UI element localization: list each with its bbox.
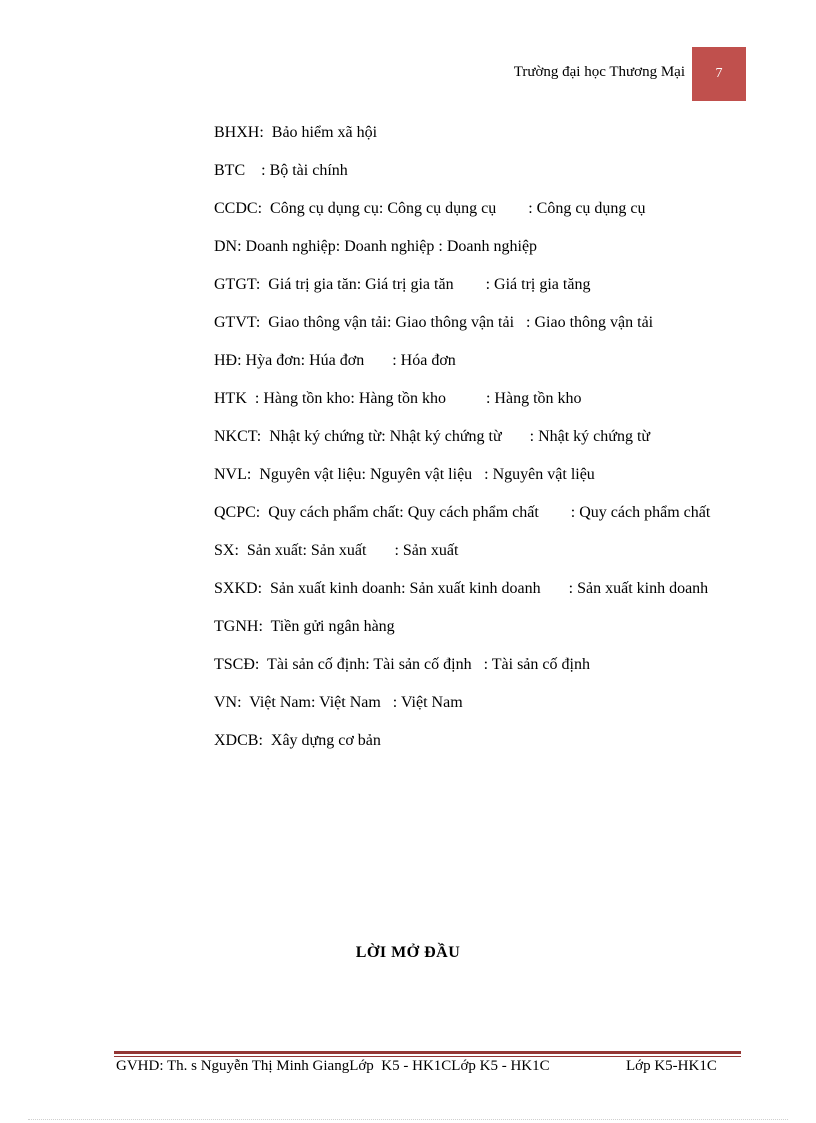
abbreviation-item: HTK : Hàng tồn kho: Hàng tồn kho : Hàng tồn kho (214, 390, 582, 407)
abbreviation-item: XDCB: Xây dựng cơ bản (214, 732, 381, 749)
footer-class: Lớp K5-HK1C (626, 1058, 717, 1074)
abbreviation-item: TGNH: Tiền gửi ngân hàng (214, 618, 395, 635)
footer-divider-thin (114, 1056, 741, 1057)
section-heading: LỜI MỞ ĐẦU (355, 944, 461, 961)
abbreviation-item: GTGT: Giá trị gia tăn: Giá trị gia tăn : Giá trị gia tăng (214, 276, 591, 293)
page-edge-divider (28, 1119, 788, 1120)
abbreviation-item: DN: Doanh nghiệp: Doanh nghiệp : Doanh nghiệp (214, 238, 538, 255)
abbreviation-item: GTVT: Giao thông vận tải: Giao thông vận tải : Giao thông vận tải (214, 314, 654, 331)
header-school-name: Trường đại học Thương Mại (513, 64, 685, 80)
page-number: 7 (715, 66, 723, 81)
abbreviation-item: NVL: Nguyên vật liệu: Nguyên vật liệu : Nguyên vật liệu (214, 466, 595, 483)
page-number-badge (692, 47, 746, 101)
abbreviation-item: VN: Việt Nam: Việt Nam : Việt Nam (214, 694, 463, 711)
abbreviation-item: HĐ: Hỳa đơn: Húa đơn : Hóa đơn (214, 352, 456, 369)
abbreviation-item: TSCĐ: Tài sản cố định: Tài sản cố định : Tài sản cố định (214, 656, 590, 673)
abbreviation-item: BHXH: Bảo hiểm xã hội (214, 124, 378, 141)
abbreviation-item: CCDC: Công cụ dụng cụ: Công cụ dụng cụ : Công cụ dụng cụ (214, 200, 646, 217)
footer-instructor: GVHD: Th. s Nguyễn Thị Minh GiangLớp K5 - HK1CLớp K5 - HK1C (116, 1058, 550, 1074)
footer-divider (114, 1051, 741, 1054)
abbreviation-item: QCPC: Quy cách phẩm chất: Quy cách phẩm chất : Quy cách phẩm chất (214, 504, 711, 521)
abbreviation-item: NKCT: Nhật ký chứng từ: Nhật ký chứng từ : Nhật ký chứng từ (214, 428, 651, 445)
abbreviation-item: BTC : Bộ tài chính (214, 162, 348, 179)
abbreviation-list (214, 118, 739, 764)
abbreviation-item: SXKD: Sản xuất kinh doanh: Sản xuất kinh doanh : Sản xuất kinh doanh (214, 580, 709, 597)
abbreviation-item: SX: Sản xuất: Sản xuất : Sản xuất (214, 542, 459, 559)
